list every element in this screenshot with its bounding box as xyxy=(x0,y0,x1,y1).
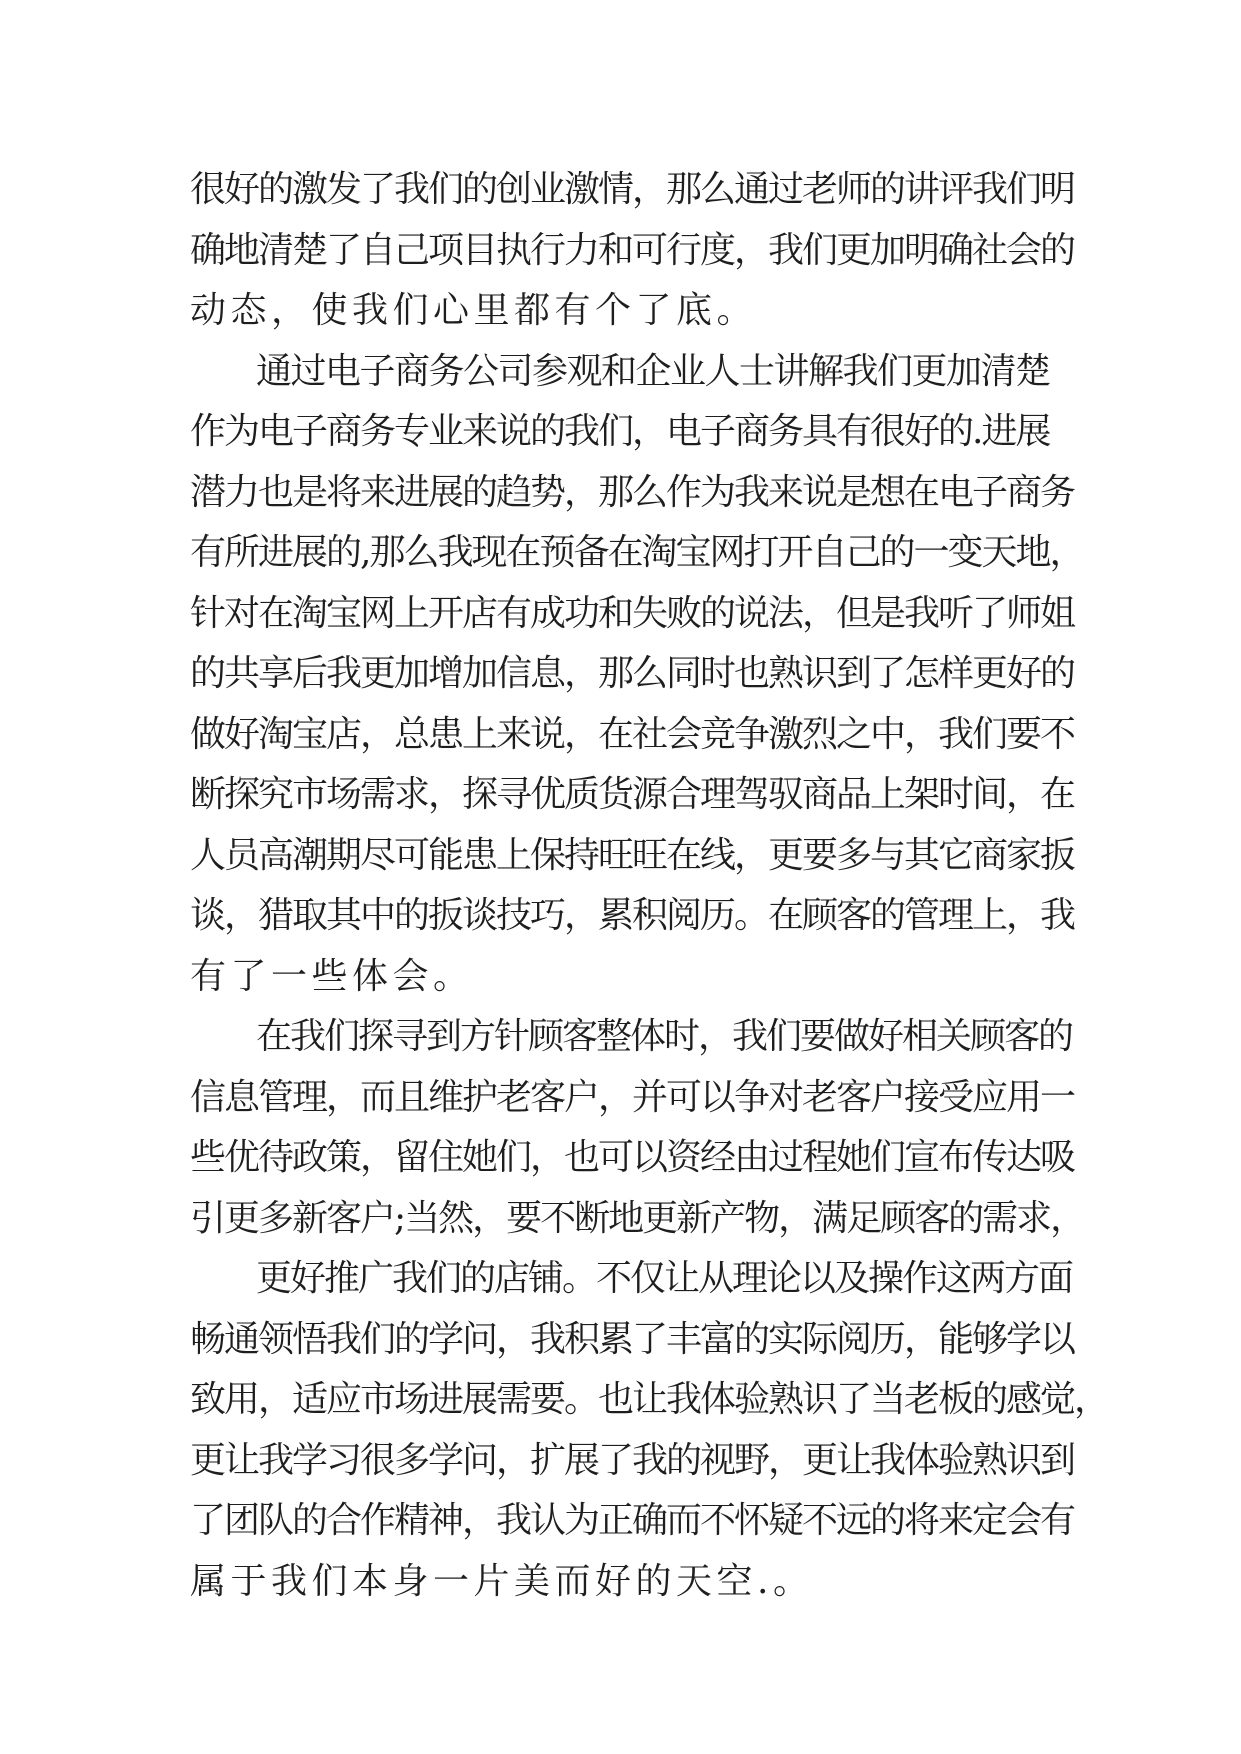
text-line: 有所进展的,那么我现在预备在淘宝网打开自己的一变天地， xyxy=(190,532,1084,573)
text-line-paragraph-start: 在我们探寻到方针顾客整体时，我们要做好相关顾客的 xyxy=(256,1016,1073,1057)
text-line: 做好淘宝店，总患上来说，在社会竞争激烈之中，我们要不 xyxy=(190,713,1075,755)
text-line: 的共享后我更加增加信息，那么同时也熟识到了怎样更好的 xyxy=(190,653,1075,694)
text-line: 潜力也是将来进展的趋势，那么作为我来说是想在电子商务 xyxy=(190,471,1075,513)
text-line-paragraph-start: 通过电子商务公司参观和企业人士讲解我们更加清楚 xyxy=(256,350,1050,392)
text-line: 有了一些体会。 xyxy=(190,955,474,997)
text-line: 针对在淘宝网上开店有成功和失败的说法，但是我听了师姐 xyxy=(190,592,1075,634)
document-body xyxy=(190,160,1109,1612)
text-line: 了团队的合作精神，我认为正确而不怀疑不远的将来定会有 xyxy=(190,1500,1075,1541)
text-line-paragraph-start: 更好推广我们的店铺。不仅让从理论以及操作这两方面 xyxy=(256,1258,1073,1299)
text-line: 畅通领悟我们的学问，我积累了丰富的实际阅历，能够学以 xyxy=(190,1318,1075,1360)
text-line: 属于我们本身一片美而好的天空.。 xyxy=(190,1560,814,1602)
text-line: 很好的激发了我们的创业激情，那么通过老师的讲评我们明 xyxy=(190,169,1075,210)
text-line: 更让我学习很多学问，扩展了我的视野，更让我体验熟识到 xyxy=(190,1439,1075,1481)
text-line: 断探究市场需求，探寻优质货源合理驾驭商品上架时间，在 xyxy=(190,774,1075,815)
text-line: 引更多新客户;当然，要不断地更新产物，满足顾客的需求， xyxy=(190,1197,1085,1239)
text-line: 致用，适应市场进展需要。也让我体验熟识了当老板的感觉， xyxy=(190,1379,1109,1420)
text-line: 信息管理，而且维护老客户，并可以争对老客户接受应用一 xyxy=(190,1076,1075,1118)
text-line: 作为电子商务专业来说的我们，电子商务具有很好的.进展 xyxy=(190,411,1050,452)
text-line: 些优待政策，留住她们，也可以资经由过程她们宣布传达吸 xyxy=(190,1137,1075,1178)
text-line: 确地清楚了自己项目执行力和可行度，我们更加明确社会的 xyxy=(190,229,1075,271)
text-line: 动态，使我们心里都有个了底。 xyxy=(190,290,758,331)
text-line: 谈，猎取其中的扳谈技巧，累积阅历。在顾客的管理上，我 xyxy=(190,895,1075,936)
text-line: 人员高潮期尽可能患上保持旺旺在线，更要多与其它商家扳 xyxy=(190,834,1075,876)
